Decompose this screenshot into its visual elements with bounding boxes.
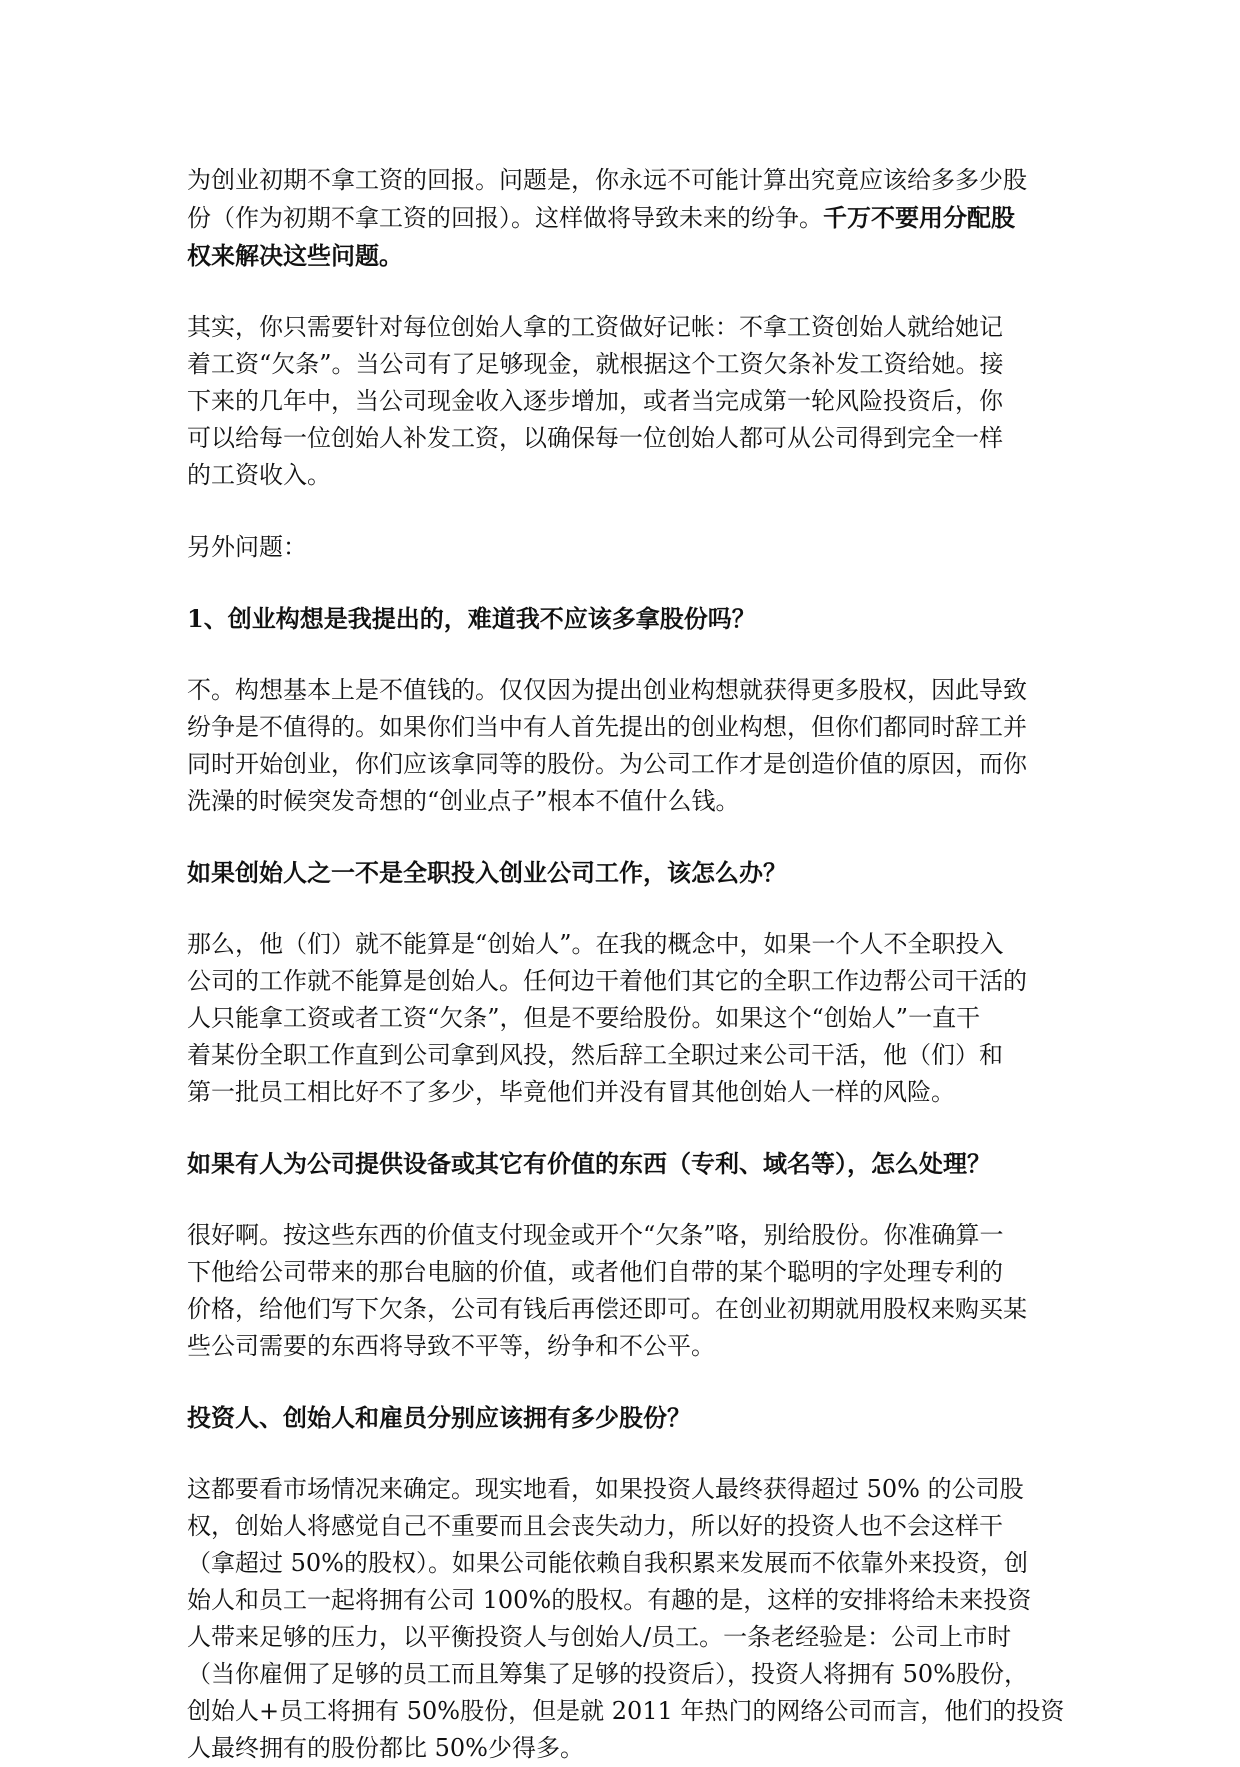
text-line: 同时开始创业，你们应该拿同等的股份。为公司工作才是创造价值的原因，而你 [187,750,1027,778]
text-line: 人最终拥有的股份都比 50%少得多。 [187,1734,584,1762]
text-line: 价格，给他们写下欠条，公司有钱后再偿还即可。在创业初期就用股权来购买某 [187,1295,1027,1323]
question-heading-part-time: 如果创始人之一不是全职投入创业公司工作，该怎么办？ [187,858,787,887]
answer-idea [187,672,1057,820]
text-line: （拿超过 50%的股权）。如果公司能依赖自我积累来发展而不依靠外来投资，创 [187,1549,1028,1577]
text-line: 不。构想基本上是不值钱的。仅仅因为提出创业构想就获得更多股权，因此导致 [187,676,1027,704]
text-line: 着工资“欠条”。当公司有了足够现金，就根据这个工资欠条补发工资给她。接 [187,350,1004,378]
question-heading-idea: 1、创业构想是我提出的，难道我不应该多拿股份吗？ [187,604,756,633]
text-line: 创始人+员工将拥有 50%股份，但是就 2011 年热门的网络公司而言，他们的投资 [187,1697,1065,1725]
text-line: 那么，他（们）就不能算是“创始人”。在我的概念中，如果一个人不全职投入 [187,930,1004,958]
text-line [187,199,1057,237]
text-line: （当你雇佣了足够的员工而且筹集了足够的投资后），投资人将拥有 50%股份， [187,1660,1028,1688]
text-line: 人带来足够的压力，以平衡投资人与创始人/员工。一条老经验是：公司上市时 [187,1623,1012,1651]
text-line: 始人和员工一起将拥有公司 100%的股权。有趣的是，这样的安排将给未来投资 [187,1586,1032,1614]
text-line: 权，创始人将感觉自己不重要而且会丧失动力，所以好的投资人也不会这样干 [187,1512,1003,1540]
paragraph-salary-reward [187,162,1057,274]
paragraph-other-questions [187,529,1057,566]
text-line: 很好啊。按这些东西的价值支付现金或开个“欠条”咯，别给股份。你准确算一 [187,1221,1004,1249]
answer-equipment [187,1217,1057,1365]
question-heading-equipment: 如果有人为公司提供设备或其它有价值的东西（专利、域名等），怎么处理？ [187,1149,991,1178]
document-page [187,162,1065,1767]
text-line: 洗澡的时候突发奇想的“创业点子”根本不值什么钱。 [187,787,740,815]
text-line: 为创业初期不拿工资的回报。问题是，你永远不可能计算出究竟应该给多多少股 [187,166,1027,194]
text-line: 另外问题： [187,533,307,561]
text-line: 下来的几年中，当公司现金收入逐步增加，或者当完成第一轮风险投资后，你 [187,387,1003,415]
text-line: 着某份全职工作直到公司拿到风投，然后辞工全职过来公司干活，他（们）和 [187,1041,1003,1069]
question-heading-share-split: 投资人、创始人和雇员分别应该拥有多少股份？ [187,1403,691,1432]
text-line: 其实，你只需要针对每位创始人拿的工资做好记帐：不拿工资创始人就给她记 [187,313,1003,341]
text-line: 下他给公司带来的那台电脑的价值，或者他们自带的某个聪明的字处理专利的 [187,1258,1003,1286]
text-line: 公司的工作就不能算是创始人。任何边干着他们其它的全职工作边帮公司干活的 [187,967,1027,995]
answer-part-time [187,926,1057,1111]
text-line: 些公司需要的东西将导致不平等，纷争和不公平。 [187,1332,715,1360]
text-line: 人只能拿工资或者工资“欠条”，但是不要给股份。如果这个“创始人”一直干 [187,1004,981,1032]
text-line: 的工资收入。 [187,461,331,489]
text-line: 第一批员工相比好不了多少，毕竟他们并没有冒其他创始人一样的风险。 [187,1078,955,1106]
paragraph-salary-iou [187,309,1057,494]
bold-emphasis: 千万不要用分配股 [823,203,1015,232]
text-line: 纷争是不值得的。如果你们当中有人首先提出的创业构想，但你们都同时辞工并 [187,713,1027,741]
answer-share-split [187,1471,1065,1767]
text-line: 这都要看市场情况来确定。现实地看，如果投资人最终获得超过 50% 的公司股 [187,1475,1024,1503]
text-line: 可以给每一位创始人补发工资，以确保每一位创始人都可从公司得到完全一样 [187,424,1003,452]
text-run: 份（作为初期不拿工资的回报）。这样做将导致未来的纷争。 [187,204,823,232]
bold-emphasis: 权来解决这些问题。 [187,241,403,270]
